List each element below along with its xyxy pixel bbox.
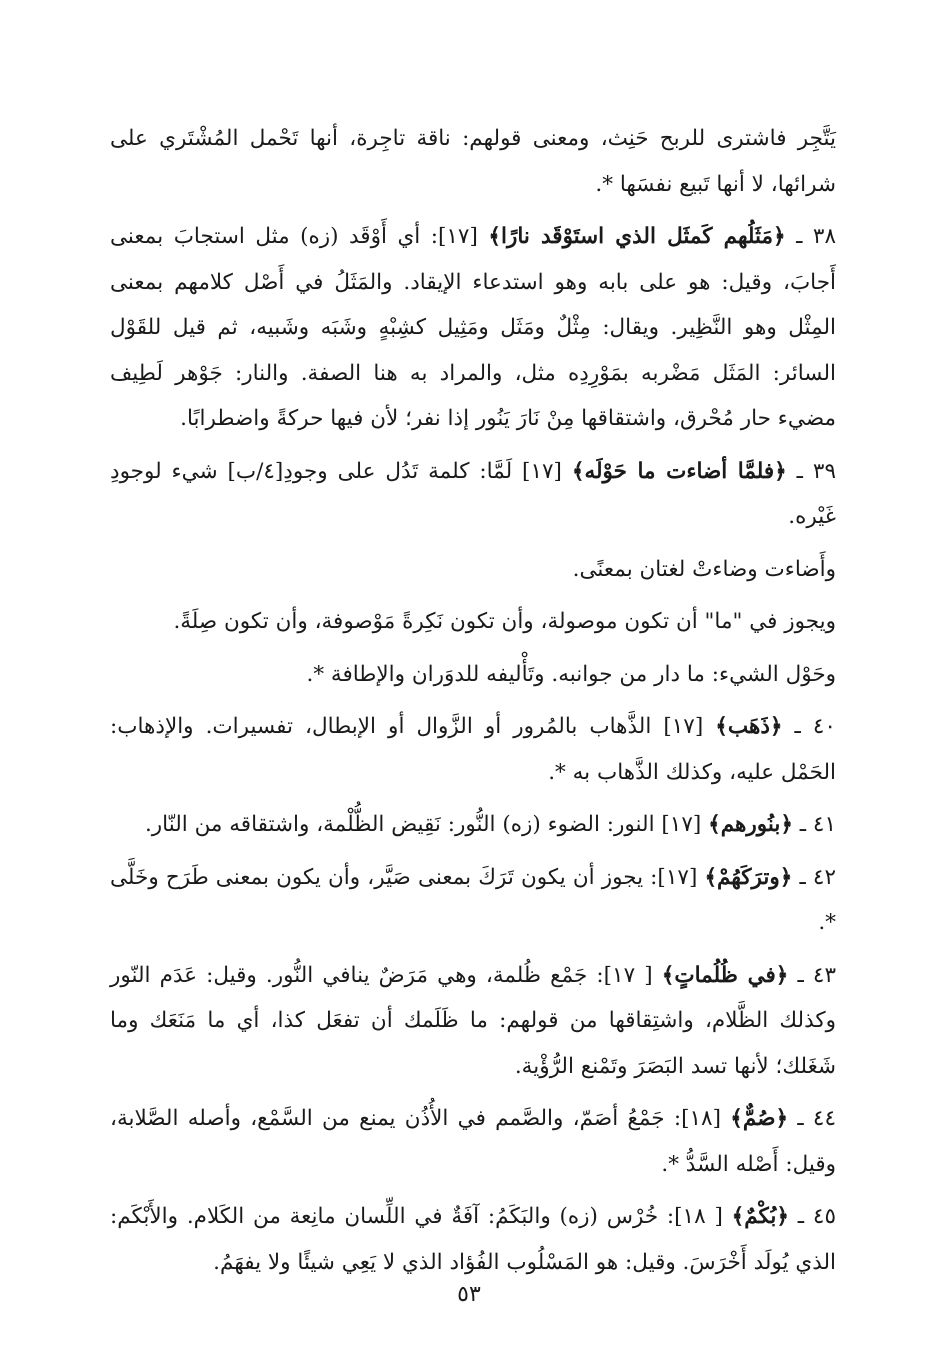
entry-44 — [110, 1096, 836, 1187]
paragraph-text: يَتَّجِر فاشترى للربح حَنِث، ومعنى قولهم: ناقة تاجِرة، أنها تَحْمل المُشْتَري على شرائها، لا أنها تَبيع نفسَها *. — [110, 126, 836, 197]
entry-number: ٤٢ ـ — [792, 864, 836, 890]
entry-38 — [110, 214, 836, 442]
entry-39 — [110, 449, 836, 540]
entry-text: [١٨]: جَمْعُ أصَمّ، والصَّمم في الأُذُن يمنع من السَّمْع، وأصله الصَّلابة، وقيل: أَصْله السَّدُّ *. — [110, 1106, 836, 1177]
page-number: ٥٣ — [457, 1282, 481, 1307]
entry-number: ٤٥ ـ — [789, 1204, 836, 1229]
quran-phrase: ﴿وترَكَهُمْ﴾ — [704, 864, 793, 890]
entry-number: ٤٤ ـ — [788, 1106, 836, 1131]
entry-number: ٤٠ ـ — [782, 714, 836, 739]
quran-phrase: ﴿ذَهَب﴾ — [715, 714, 783, 739]
entry-number: ٤٣ ـ — [788, 962, 836, 988]
entry-text: [١٧] لَمَّا: كلمة تَدُل على وجودِ[٤/ب] شيء لوجودِ غَيْره. — [110, 458, 836, 529]
quran-phrase: ﴿فلمَّا أضاءت ما حَوْلَه﴾ — [571, 458, 787, 484]
quran-phrase: ﴿مَثَلُهم كَمثَل الذي استَوْقَد نارًا﴾ — [488, 224, 786, 249]
entry-40 — [110, 704, 836, 795]
entry-text: [١٧]: يجوز أن يكون تَرَكَ بمعنى صَيَّر، وأن يكون بمعنى طَرَح وخَلَّى *. — [110, 864, 836, 935]
entry-41 — [110, 802, 836, 848]
paragraph-text: ويجوز في "ما" أن تكون موصولة، وأن تكون نَكِرةً مَوْصوفة، وأن تكون صِلَةً. — [173, 609, 836, 634]
entry-text: [١٧]: أي أَوْقَد (زه) مثل استجابَ بمعنى أَجابَ، وقيل: هو على بابه وهو استدعاء الإيقاد. والمَثَلُ في أَصْل كلامهم بمعنى المِثْل وهو النَّظِير. ويقال: مِثْلٌ ومَثَل ومَثِيل كشِبْهٍ وشَبَه وشَبيه، ثم قيل للقَوْل السائر: المَثَل مَضْربه بمَوْرِدِه مثل، والمراد به هنا الصفة. والنار: جَوْهر لَطِيف مضيء حار مُحْرق، واشتقاقها مِنْ نَارَ يَنُور إذا نفر؛ لأن فيها حركةً واضطرابًا. — [110, 224, 836, 431]
entry-45 — [110, 1194, 836, 1285]
entry-39-note-3 — [110, 652, 836, 698]
paragraph-text: وأَضاءت وضاءتْ لغتان بمعنًى. — [572, 556, 836, 582]
entry-number: ٣٨ ـ — [785, 224, 837, 249]
entry-text: [ ١٨]: خُرْس (زه) والبَكَمُ: آفَةٌ في اللِّسان مانِعة من الكَلام. والأَبْكَم: الذي يُولَد أَخْرَسَ. وقيل: هو المَسْلُوب الفُؤاد الذي لا يَعِي شيئًا ولا يفهَمُ. — [110, 1204, 836, 1275]
entry-number: ٣٩ ـ — [786, 458, 836, 484]
paragraph-text: وحَوْل الشيء: ما دار من جوانبه. وتَأْليفه للدوَران والإطافة *. — [306, 661, 836, 687]
entry-42 — [110, 855, 836, 946]
quran-phrase: ﴿بنُورهم﴾ — [708, 812, 793, 837]
quran-phrase: ﴿في ظُلُماتٍ﴾ — [661, 962, 789, 988]
entry-text: [ ١٧]: جَمْع ظُلمة، وهي مَرَضٌ ينافي النُّور. وقيل: عَدَم النّور وكذلك الظَّلام، واشتِقاقها من قولهم: ما ظَلَمك أن تفعَل كذا، أي ما مَنَعَك وما شَغَلك؛ لأنها تسد البَصَرَ وتَمْنع الرُّؤْية. — [110, 962, 836, 1079]
entry-text: [١٧] النور: الضوء (زه) النُّور: نَقِيض الظُّلْمة، واشتقاقه من النّار. — [144, 812, 709, 837]
entry-39-note-1 — [110, 547, 836, 593]
quran-phrase: ﴿بُكْمٌ﴾ — [731, 1204, 789, 1229]
page-body — [110, 116, 836, 1292]
entry-39-note-2 — [110, 599, 836, 645]
entry-43 — [110, 953, 836, 1090]
quran-phrase: ﴿صُمٌّ﴾ — [730, 1106, 789, 1131]
entry-text: [١٧] الذَّهاب بالمُرور أو الزَّوال أو الإبطال، تفسيرات. والإذهاب: الحَمْل عليه، وكذلك الذَّهاب به *. — [110, 714, 836, 785]
paragraph-continuation — [110, 116, 836, 207]
entry-number: ٤١ ـ — [792, 812, 836, 837]
